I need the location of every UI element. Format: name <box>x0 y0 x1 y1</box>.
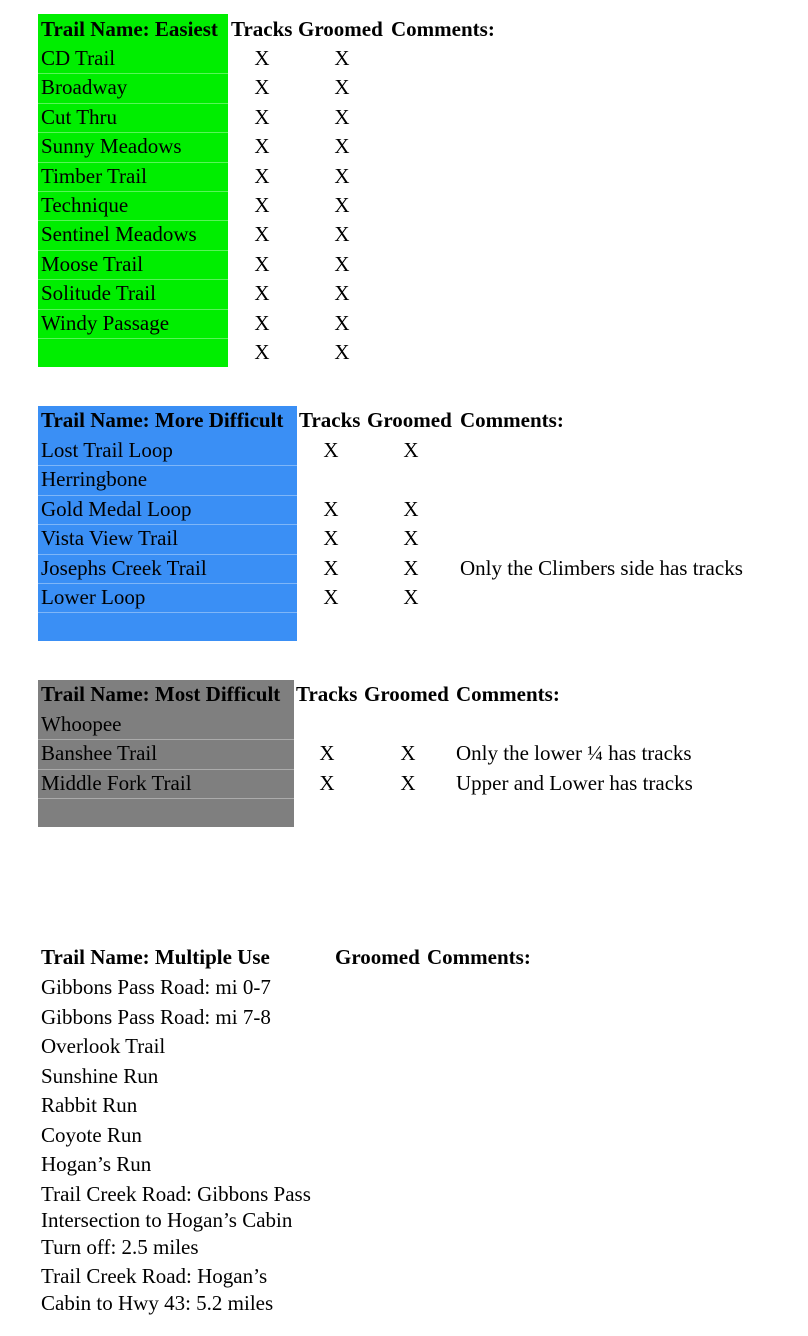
groomed-mark: X <box>403 555 419 580</box>
tracks-mark <box>311 465 351 494</box>
most-difficult-comments-header: Comments: <box>456 682 560 706</box>
trail-name-cell <box>38 612 297 642</box>
trail-name <box>39 612 41 641</box>
groomed-mark: X <box>334 46 350 70</box>
trail-name: Sunny Meadows <box>41 134 182 159</box>
table-row <box>0 279 808 308</box>
table-row <box>0 465 808 494</box>
table-row <box>0 769 808 798</box>
trail-name: CD Trail <box>41 46 116 70</box>
most-difficult-name-header: Trail Name: Most Difficult <box>41 682 281 706</box>
groomed-mark: X <box>403 438 419 462</box>
groomed-mark: X <box>334 163 350 188</box>
groomed-mark: X <box>403 496 419 521</box>
trail-name-line: Rabbit Run <box>41 1093 138 1117</box>
trail-name-line: Trail Creek Road: Gibbons Pass <box>41 1181 311 1206</box>
groomed-mark: X <box>334 222 350 247</box>
tracks-mark: X <box>254 163 270 188</box>
table-row <box>0 524 808 553</box>
trail-name-line: Cabin to Hwy 43: 5.2 miles <box>41 1290 274 1315</box>
table-row <box>0 73 808 102</box>
multiple-use-header-row <box>0 944 808 973</box>
multiple-use-groomed-header: Groomed <box>335 945 420 969</box>
more-difficult-name-header: Trail Name: More Difficult <box>41 408 284 432</box>
trail-name: Lost Trail Loop <box>41 438 173 462</box>
table-row <box>0 309 808 338</box>
tracks-mark: X <box>254 104 270 129</box>
trail-name: Technique <box>41 193 129 217</box>
table-row <box>0 554 808 583</box>
more-difficult-tracks-header: Tracks <box>299 408 361 432</box>
groomed-mark: X <box>334 104 350 129</box>
table-row <box>0 103 808 132</box>
tracks-mark <box>311 612 351 641</box>
groomed-mark <box>388 798 428 827</box>
easiest-name-header: Trail Name: Easiest <box>41 17 218 41</box>
trail-name: Cut Thru <box>41 104 118 129</box>
easiest-tracks-header: Tracks <box>231 17 293 41</box>
tracks-mark: X <box>323 496 339 521</box>
most-difficult-tracks-header: Tracks <box>296 682 358 706</box>
groomed-mark: X <box>334 75 350 100</box>
trail-name <box>39 338 41 367</box>
comment-text: Only the Climbers side has tracks <box>460 555 743 580</box>
trail-name: Solitude Trail <box>41 281 156 306</box>
tracks-mark: X <box>254 75 270 100</box>
more-difficult-comments-header: Comments: <box>460 408 564 432</box>
trail-name-line: Sunshine Run <box>41 1063 159 1088</box>
groomed-mark <box>391 465 431 494</box>
table-row <box>0 739 808 768</box>
tracks-mark: X <box>319 741 335 766</box>
trail-name: Middle Fork Trail <box>41 770 192 795</box>
table-row <box>0 220 808 249</box>
more-difficult-groomed-header: Groomed <box>367 408 452 432</box>
table-row <box>0 132 808 161</box>
trail-name-cell <box>38 338 228 368</box>
tracks-mark: X <box>254 340 270 364</box>
table-row <box>0 436 808 465</box>
table-row <box>0 495 808 524</box>
trail-name: Gold Medal Loop <box>41 496 192 521</box>
tracks-mark: X <box>323 438 339 462</box>
tracks-mark: X <box>254 310 270 335</box>
groomed-mark: X <box>400 741 416 766</box>
trail-name <box>39 798 41 827</box>
table-row <box>0 338 808 367</box>
trail-name-line: Overlook Trail <box>41 1034 166 1058</box>
trail-name: Josephs Creek Trail <box>41 555 207 580</box>
table-row <box>0 191 808 220</box>
table-row <box>0 798 808 827</box>
comment-text: Only the lower ¼ has tracks <box>456 741 692 766</box>
trail-name: Broadway <box>41 75 128 100</box>
groomed-mark: X <box>334 134 350 159</box>
easiest-groomed-header: Groomed <box>298 17 383 41</box>
tracks-mark <box>307 798 347 827</box>
trail-name: Lower Loop <box>41 585 146 609</box>
table-row <box>0 162 808 191</box>
groomed-mark <box>391 612 431 641</box>
tracks-mark: X <box>254 193 270 217</box>
groomed-mark: X <box>334 340 350 364</box>
trail-name: Windy Passage <box>41 310 170 335</box>
most-difficult-groomed-header: Groomed <box>364 682 449 706</box>
tracks-mark: X <box>254 222 270 247</box>
trail-name-line: Coyote Run <box>41 1122 142 1147</box>
groomed-mark <box>388 710 428 739</box>
groomed-mark: X <box>334 251 350 276</box>
table-row <box>0 583 808 612</box>
table-row <box>0 250 808 279</box>
tracks-mark: X <box>323 555 339 580</box>
tracks-mark: X <box>254 281 270 306</box>
tracks-mark: X <box>319 770 335 795</box>
groomed-mark: X <box>334 310 350 335</box>
multiple-use-comments-header: Comments: <box>427 945 531 969</box>
tracks-mark <box>307 710 347 739</box>
most-difficult-header-row <box>0 680 808 709</box>
trail-name-line: Turn off: 2.5 miles <box>41 1234 199 1259</box>
trail-name: Sentinel Meadows <box>41 222 197 247</box>
trail-name-cell <box>38 798 294 828</box>
trail-name: Herringbone <box>41 467 148 492</box>
table-row <box>0 710 808 739</box>
tracks-mark: X <box>254 251 270 276</box>
tracks-mark: X <box>254 134 270 159</box>
more-difficult-header-row <box>0 406 808 435</box>
comment-text: Upper and Lower has tracks <box>456 770 693 795</box>
table-row <box>0 612 808 641</box>
trail-name-line: Hogan’s Run <box>41 1152 152 1176</box>
groomed-mark: X <box>403 526 419 551</box>
easiest-header-row <box>0 15 808 44</box>
multiple-use-name-header: Trail Name: Multiple Use <box>41 945 270 969</box>
groomed-mark: X <box>400 770 416 795</box>
trail-name-line: Trail Creek Road: Hogan’s <box>41 1264 268 1288</box>
groomed-mark: X <box>334 281 350 306</box>
easiest-comments-header: Comments: <box>391 17 495 41</box>
groomed-mark: X <box>334 193 350 217</box>
trail-name: Vista View Trail <box>41 526 179 551</box>
table-row <box>0 44 808 73</box>
trail-name: Banshee Trail <box>41 741 158 766</box>
tracks-mark: X <box>254 46 270 70</box>
trail-name-line: Intersection to Hogan’s Cabin <box>41 1208 293 1232</box>
tracks-mark: X <box>323 585 339 609</box>
groomed-mark: X <box>403 585 419 609</box>
tracks-mark: X <box>323 526 339 551</box>
trail-name-line: Gibbons Pass Road: mi 0-7 <box>41 975 271 999</box>
trail-name: Moose Trail <box>41 251 144 276</box>
trail-name: Whoopee <box>41 712 122 736</box>
trail-name-line: Gibbons Pass Road: mi 7-8 <box>41 1004 271 1029</box>
trail-name: Timber Trail <box>41 163 148 188</box>
